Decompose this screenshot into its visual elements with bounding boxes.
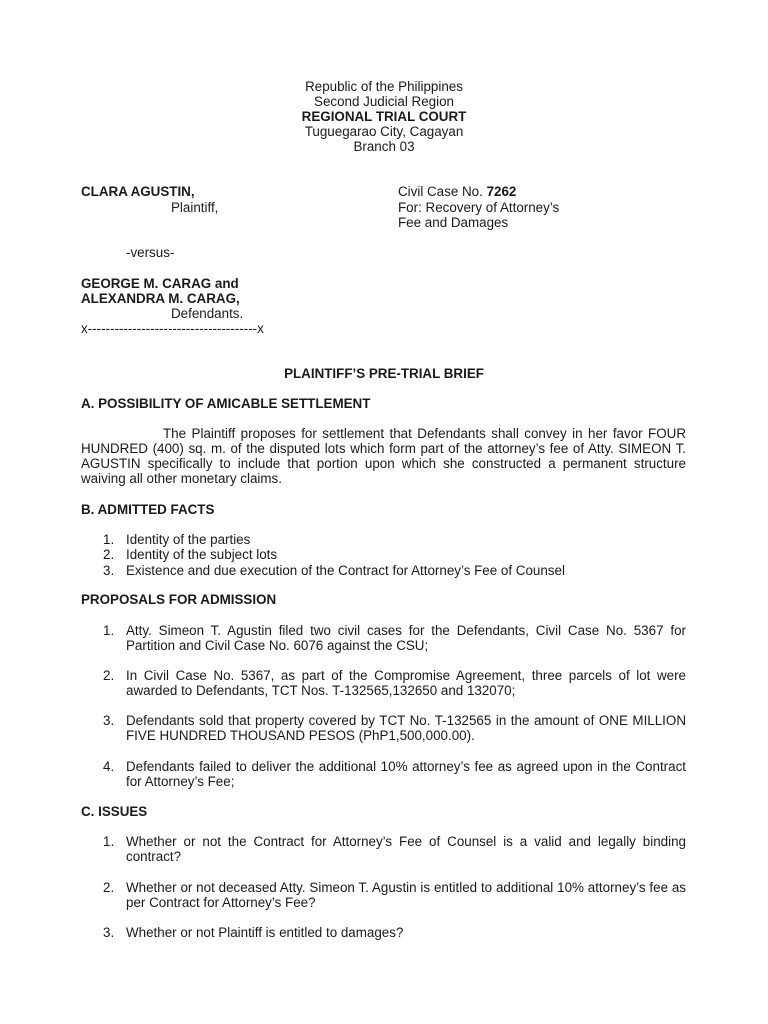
list-item-text: Whether or not Plaintiff is entitled to damages? bbox=[126, 925, 404, 940]
list-item-number: 2. bbox=[103, 880, 115, 895]
plaintiff-name: CLARA AGUSTIN, bbox=[81, 184, 195, 199]
section-b-heading: B. ADMITTED FACTS bbox=[81, 502, 215, 517]
list-item-text: Atty. Simeon T. Agustin filed two civil cases for the Defendants, Civil Case No. 5367 for Partition and Civil Case No. 6076 against the CSU; bbox=[126, 623, 686, 653]
list-item-text: Whether or not deceased Atty. Simeon T. Agustin is entitled to additional 10% attorney’s fee as per Contract for Attorney’s Fee? bbox=[126, 880, 686, 910]
header-court: REGIONAL TRIAL COURT bbox=[301, 109, 467, 124]
list-item-number: 4. bbox=[103, 759, 115, 774]
list-item-number: 3. bbox=[103, 563, 115, 578]
header-branch: Branch 03 bbox=[353, 139, 415, 154]
list-item-number: 3. bbox=[103, 925, 115, 940]
list-item-text: Whether or not the Contract for Attorney’s Fee of Counsel is a valid and legally binding contract? bbox=[126, 834, 686, 864]
case-number: 7262 bbox=[486, 184, 517, 199]
case-label: Civil Case No. bbox=[398, 184, 483, 199]
document-title: PLAINTIFF’S PRE-TRIAL BRIEF bbox=[284, 366, 484, 381]
list-item-number: 1. bbox=[103, 834, 115, 849]
defendant-name-line1: GEORGE M. CARAG and bbox=[81, 276, 239, 291]
case-subject-line1: For: Recovery of Attorney’s bbox=[398, 200, 560, 215]
list-item-number: 2. bbox=[103, 668, 115, 683]
versus-label: -versus- bbox=[126, 245, 175, 260]
list-item-text: Defendants sold that property covered by TCT No. T-132565 in the amount of ONE MILLION FIVE HUNDRED THOUSAND PESOS (PhP1,500,000.00). bbox=[126, 713, 686, 743]
section-a-body: The Plaintiff proposes for settlement that Defendants shall convey in her favor FOUR HUNDRED (400) sq. m. of the disputed lots which form part of the attorney’s fee of Atty. SIMEON T. AGUSTIN specifically to include that portion upon which she constructed a permanent structure waiving all other monetary claims. bbox=[81, 426, 686, 486]
header-city: Tuguegarao City, Cagayan bbox=[304, 124, 464, 139]
list-item-text: Identity of the subject lots bbox=[126, 547, 278, 562]
plaintiff-role: Plaintiff, bbox=[171, 200, 219, 215]
header-region: Second Judicial Region bbox=[314, 94, 454, 109]
list-item-text: In Civil Case No. 5367, as part of the Compromise Agreement, three parcels of lot were awarded to Defendants, TCT Nos. T-132565,132650 and 132070; bbox=[126, 668, 686, 698]
case-number-line bbox=[398, 184, 516, 199]
defendant-name-line2: ALEXANDRA M. CARAG, bbox=[81, 291, 240, 306]
caption-separator: x--------------------------------------x bbox=[81, 321, 264, 336]
defendant-role: Defendants. bbox=[171, 306, 244, 321]
list-item-number: 1. bbox=[103, 532, 115, 547]
list-item-text: Existence and due execution of the Contract for Attorney’s Fee of Counsel bbox=[126, 563, 565, 578]
list-item-number: 3. bbox=[103, 713, 115, 728]
header-republic: Republic of the Philippines bbox=[305, 79, 463, 94]
list-item-text: Defendants failed to deliver the additional 10% attorney’s fee as agreed upon in the Contract for Attorney’s Fee; bbox=[126, 759, 686, 789]
proposals-heading: PROPOSALS FOR ADMISSION bbox=[81, 592, 277, 607]
list-item-text: Identity of the parties bbox=[126, 532, 251, 547]
case-subject-line2: Fee and Damages bbox=[398, 215, 509, 230]
list-item-number: 1. bbox=[103, 623, 115, 638]
section-c-heading: C. ISSUES bbox=[81, 804, 148, 819]
list-item-number: 2. bbox=[103, 547, 115, 562]
section-a-heading: A. POSSIBILITY OF AMICABLE SETTLEMENT bbox=[81, 396, 371, 411]
